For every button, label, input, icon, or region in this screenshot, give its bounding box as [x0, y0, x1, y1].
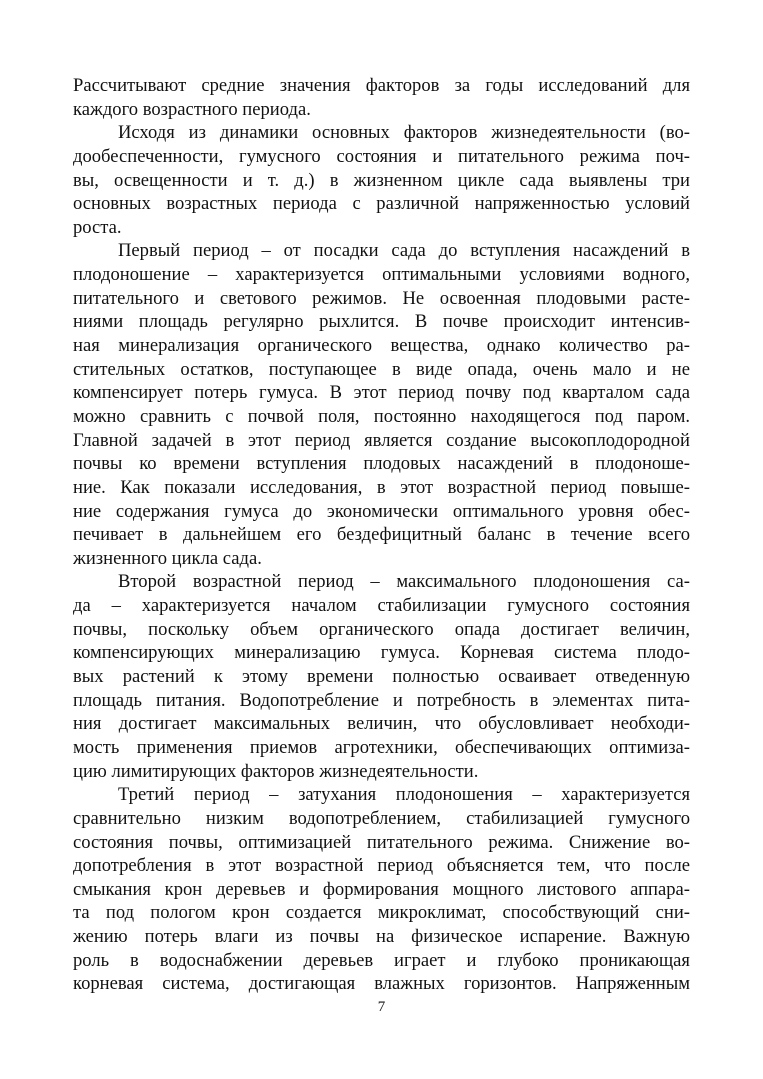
text-line: Третий период – затухания плодоношения – характеризуется: [118, 784, 690, 806]
text-line: площадь питания. Водопотребление и потребность в элементах пита-: [73, 689, 690, 711]
text-line: ние. Как показали исследования, в этот возрастной период повыше-: [73, 476, 690, 498]
text-line: Главной задачей в этот период является создание высокоплодородной: [73, 429, 690, 451]
body-text: [73, 74, 690, 996]
text-line: ние содержания гумуса до экономически оптимального уровня обес-: [73, 500, 690, 522]
text-line: питательного и светового режимов. Не освоенная плодовыми расте-: [73, 287, 690, 309]
text-line: Второй возрастной период – максимального плодоношения са-: [118, 571, 690, 593]
text-line: вы, освещенности и т. д.) в жизненном цикле сада выявлены три: [73, 169, 690, 191]
text-line: та под пологом крон создается микроклимат, способствующий сни-: [73, 902, 690, 924]
paragraph: [73, 121, 690, 239]
text-line: ниями площадь регулярно рыхлится. В почве происходит интенсив-: [73, 311, 690, 333]
text-line: мость применения приемов агротехники, обеспечивающих оптимиза-: [73, 736, 690, 758]
paragraph: [73, 783, 690, 996]
paragraph: [73, 239, 690, 570]
paragraph: [73, 570, 690, 783]
text-line: жизненного цикла сада.: [73, 547, 262, 569]
text-line: смыкания крон деревьев и формирования мощного листового аппара-: [73, 878, 690, 900]
text-line: каждого возрастного периода.: [73, 98, 311, 120]
text-line: вых растений к этому времени полностью осваивает отведенную: [73, 666, 690, 688]
text-line: сравнительно низким водопотреблением, стабилизацией гумусного: [73, 807, 690, 829]
text-line: корневая система, достигающая влажных горизонтов. Напряженным: [73, 973, 690, 995]
text-line: Первый период – от посадки сада до вступления насаждений в: [118, 240, 690, 262]
text-line: можно сравнить с почвой поля, постоянно находящегося под паром.: [73, 405, 690, 427]
text-line: стительных остатков, поступающее в виде опада, очень мало и не: [73, 358, 690, 380]
text-line: да – характеризуется началом стабилизации гумусного состояния: [73, 595, 690, 617]
text-line: компенсирующих минерализацию гумуса. Корневая система плодо-: [73, 642, 690, 664]
page-number: 7: [377, 999, 386, 1015]
paragraph: [73, 74, 690, 121]
text-line: дообеспеченности, гумусного состояния и питательного режима поч-: [73, 145, 690, 167]
text-line: плодоношение – характеризуется оптимальными условиями водного,: [73, 264, 690, 286]
text-line: почвы ко времени вступления плодовых насаждений в плодоноше-: [73, 453, 690, 475]
text-line: цию лимитирующих факторов жизнедеятельности.: [73, 760, 479, 782]
text-line: роль в водоснабжении деревьев играет и глубоко проникающая: [73, 949, 690, 971]
text-line: компенсирует потерь гумуса. В этот период почву под кварталом сада: [73, 382, 690, 404]
text-line: жению потерь влаги из почвы на физическое испарение. Важную: [73, 926, 690, 948]
text-line: ния достигает максимальных величин, что обусловливает необходи-: [73, 713, 690, 735]
text-line: допотребления в этот возрастной период объясняется тем, что после: [73, 855, 690, 877]
text-line: ная минерализация органического вещества, однако количество ра-: [73, 335, 690, 357]
text-line: основных возрастных периода с различной напряженностью условий: [73, 193, 690, 215]
text-line: почвы, поскольку объем органического опада достигает величин,: [73, 618, 690, 640]
text-line: роста.: [73, 216, 122, 238]
text-line: печивает в дальнейшем его бездефицитный баланс в течение всего: [73, 524, 690, 546]
text-line: состояния почвы, оптимизацией питательного режима. Снижение во-: [73, 831, 690, 853]
text-line: Исходя из динамики основных факторов жизнедеятельности (во-: [118, 122, 690, 144]
text-line: Рассчитывают средние значения факторов за годы исследований для: [73, 75, 690, 96]
